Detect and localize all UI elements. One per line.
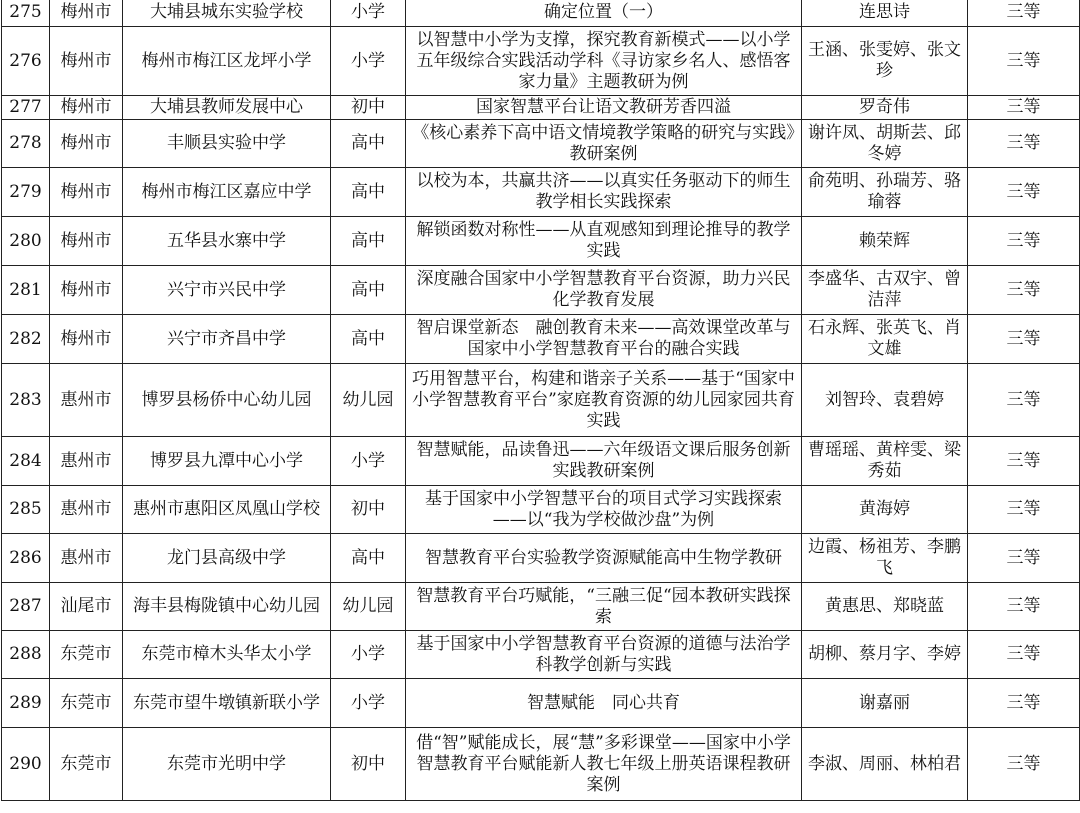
cell-award: 三等	[968, 27, 1080, 96]
cell-award: 三等	[968, 583, 1080, 631]
cell-award: 三等	[968, 728, 1080, 801]
cell-authors: 石永辉、张英飞、肖文雄	[802, 315, 968, 364]
cell-level: 初中	[331, 96, 406, 120]
cell-authors: 俞苑明、孙瑞芳、骆瑜蓉	[802, 168, 968, 217]
cell-title: 基于国家中小学智慧教育平台资源的道德与法治学科教学创新与实践	[406, 631, 802, 679]
cell-city: 惠州市	[50, 437, 123, 486]
cell-award: 三等	[968, 437, 1080, 486]
cell-city: 惠州市	[50, 534, 123, 583]
cell-number: 289	[2, 679, 50, 728]
cell-authors: 王涵、张雯婷、张文珍	[802, 27, 968, 96]
cell-level: 小学	[331, 437, 406, 486]
cell-number: 282	[2, 315, 50, 364]
cell-city: 东莞市	[50, 679, 123, 728]
cell-unit: 博罗县杨侨中心幼儿园	[123, 364, 331, 437]
cell-authors: 李盛华、古双宇、曾洁萍	[802, 266, 968, 315]
cell-unit: 龙门县高级中学	[123, 534, 331, 583]
cell-level: 高中	[331, 168, 406, 217]
cell-authors: 李淑、周丽、林柏君	[802, 728, 968, 801]
table-row	[2, 96, 1080, 120]
cell-title: 智启课堂新态 融创教育未来——高效课堂改革与国家中小学智慧教育平台的融合实践	[406, 315, 802, 364]
cell-authors: 刘智玲、袁碧婷	[802, 364, 968, 437]
table-row	[2, 486, 1080, 534]
cell-unit: 兴宁市兴民中学	[123, 266, 331, 315]
table-row	[2, 315, 1080, 364]
cell-level: 高中	[331, 534, 406, 583]
table-row	[2, 168, 1080, 217]
cell-title: 以校为本，共赢共济——以真实任务驱动下的师生教学相长实践探索	[406, 168, 802, 217]
cell-unit: 梅州市梅江区龙坪小学	[123, 27, 331, 96]
cell-award: 三等	[968, 0, 1080, 27]
cell-unit: 东莞市樟木头华太小学	[123, 631, 331, 679]
cell-city: 梅州市	[50, 27, 123, 96]
cell-city: 梅州市	[50, 315, 123, 364]
cell-city: 梅州市	[50, 96, 123, 120]
cell-city: 梅州市	[50, 120, 123, 168]
table-row	[2, 364, 1080, 437]
cell-award: 三等	[968, 266, 1080, 315]
cell-award: 三等	[968, 217, 1080, 266]
cell-number: 279	[2, 168, 50, 217]
cell-title: 智慧教育平台实验教学资源赋能高中生物学教研	[406, 534, 802, 583]
cell-number: 283	[2, 364, 50, 437]
cell-title: 以智慧中小学为支撑，探究教育新模式——以小学五年级综合实践活动学科《寻访家乡名人、感悟客家力量》主题教研为例	[406, 27, 802, 96]
cell-unit: 兴宁市齐昌中学	[123, 315, 331, 364]
cell-city: 东莞市	[50, 631, 123, 679]
cell-level: 初中	[331, 486, 406, 534]
cell-award: 三等	[968, 534, 1080, 583]
cell-award: 三等	[968, 315, 1080, 364]
cell-number: 287	[2, 583, 50, 631]
cell-number: 290	[2, 728, 50, 801]
cell-level: 高中	[331, 120, 406, 168]
table-row	[2, 583, 1080, 631]
table-row	[2, 120, 1080, 168]
cell-authors: 曹瑶瑶、黄梓雯、梁秀茹	[802, 437, 968, 486]
cell-level: 小学	[331, 0, 406, 27]
cell-city: 梅州市	[50, 266, 123, 315]
cell-award: 三等	[968, 364, 1080, 437]
cell-unit: 海丰县梅陇镇中心幼儿园	[123, 583, 331, 631]
cell-number: 286	[2, 534, 50, 583]
cell-city: 梅州市	[50, 168, 123, 217]
cell-title: 《核心素养下高中语文情境教学策略的研究与实践》教研案例	[406, 120, 802, 168]
table-row	[2, 0, 1080, 27]
table-row	[2, 437, 1080, 486]
cell-title: 解锁函数对称性——从直观感知到理论推导的教学实践	[406, 217, 802, 266]
cell-unit: 东莞市光明中学	[123, 728, 331, 801]
cell-level: 高中	[331, 217, 406, 266]
cell-unit: 大埔县城东实验学校	[123, 0, 331, 27]
cell-title: 确定位置（一）	[406, 0, 802, 27]
cell-number: 285	[2, 486, 50, 534]
cell-authors: 谢嘉丽	[802, 679, 968, 728]
cell-unit: 大埔县教师发展中心	[123, 96, 331, 120]
cell-authors: 胡柳、蔡月字、李婷	[802, 631, 968, 679]
cell-title: 借“智”赋能成长，展“慧”多彩课堂——国家中小学智慧教育平台赋能新人教七年级上册英语课程教研案例	[406, 728, 802, 801]
cell-unit: 博罗县九潭中心小学	[123, 437, 331, 486]
cell-level: 幼儿园	[331, 583, 406, 631]
cell-authors: 连思诗	[802, 0, 968, 27]
cell-authors: 赖荣辉	[802, 217, 968, 266]
cell-level: 小学	[331, 679, 406, 728]
table-row	[2, 631, 1080, 679]
cell-number: 275	[2, 0, 50, 27]
cell-unit: 惠州市惠阳区凤凰山学校	[123, 486, 331, 534]
cell-unit: 五华县水寨中学	[123, 217, 331, 266]
cell-authors: 边霞、杨祖芳、李鹏飞	[802, 534, 968, 583]
cell-unit: 梅州市梅江区嘉应中学	[123, 168, 331, 217]
cell-city: 汕尾市	[50, 583, 123, 631]
cell-authors: 黄海婷	[802, 486, 968, 534]
cell-award: 三等	[968, 120, 1080, 168]
cell-award: 三等	[968, 486, 1080, 534]
cell-number: 277	[2, 96, 50, 120]
cell-number: 278	[2, 120, 50, 168]
cell-title: 国家智慧平台让语文教研芳香四溢	[406, 96, 802, 120]
cell-level: 高中	[331, 266, 406, 315]
cell-city: 东莞市	[50, 728, 123, 801]
cell-number: 281	[2, 266, 50, 315]
cell-title: 巧用智慧平台，构建和谐亲子关系——基于“国家中小学智慧教育平台”家庭教育资源的幼儿园家园共育实践	[406, 364, 802, 437]
cell-title: 智慧赋能，品读鲁迅——六年级语文课后服务创新实践教研案例	[406, 437, 802, 486]
table-row	[2, 679, 1080, 728]
table-row	[2, 27, 1080, 96]
cell-city: 惠州市	[50, 364, 123, 437]
table-row	[2, 217, 1080, 266]
cell-level: 小学	[331, 631, 406, 679]
cell-award: 三等	[968, 96, 1080, 120]
cell-city: 梅州市	[50, 217, 123, 266]
cell-award: 三等	[968, 679, 1080, 728]
cell-number: 280	[2, 217, 50, 266]
cell-city: 梅州市	[50, 0, 123, 27]
cell-title: 智慧赋能 同心共育	[406, 679, 802, 728]
cell-level: 初中	[331, 728, 406, 801]
cell-award: 三等	[968, 631, 1080, 679]
table-row	[2, 534, 1080, 583]
cell-authors: 罗奇伟	[802, 96, 968, 120]
cell-city: 惠州市	[50, 486, 123, 534]
table-row	[2, 266, 1080, 315]
cell-authors: 谢许凤、胡斯芸、邱冬婷	[802, 120, 968, 168]
table-row	[2, 728, 1080, 801]
cell-level: 小学	[331, 27, 406, 96]
cell-title: 基于国家中小学智慧平台的项目式学习实践探索——以“我为学校做沙盘”为例	[406, 486, 802, 534]
cell-title: 深度融合国家中小学智慧教育平台资源，助力兴民化学教育发展	[406, 266, 802, 315]
award-table	[1, 0, 1080, 801]
cell-number: 276	[2, 27, 50, 96]
cell-authors: 黄惠思、郑晓蓝	[802, 583, 968, 631]
cell-unit: 东莞市望牛墩镇新联小学	[123, 679, 331, 728]
cell-level: 幼儿园	[331, 364, 406, 437]
cell-number: 288	[2, 631, 50, 679]
cell-number: 284	[2, 437, 50, 486]
cell-level: 高中	[331, 315, 406, 364]
cell-title: 智慧教育平台巧赋能，“三融三促“园本教研实践探索	[406, 583, 802, 631]
cell-unit: 丰顺县实验中学	[123, 120, 331, 168]
cell-award: 三等	[968, 168, 1080, 217]
